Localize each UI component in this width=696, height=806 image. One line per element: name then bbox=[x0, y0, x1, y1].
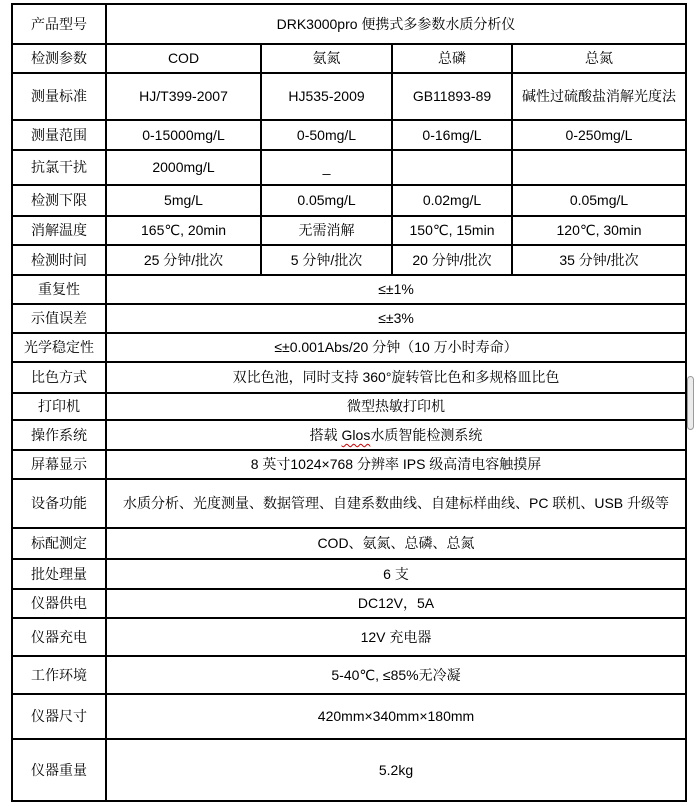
row-label-indication-error: 示值误差 bbox=[12, 304, 106, 333]
misspelled-word-glos: Glos bbox=[341, 426, 371, 443]
value-standard-measurements: COD、氨氮、总磷、总氮 bbox=[106, 528, 686, 559]
value-range-cod: 0-15000mg/L bbox=[106, 120, 261, 150]
value-standard-phosphorus: GB11893-89 bbox=[392, 73, 512, 120]
value-time-cod: 25 分钟/批次 bbox=[106, 245, 261, 275]
row-label-screen-display: 屏幕显示 bbox=[12, 450, 106, 479]
table-row bbox=[12, 4, 686, 44]
value-indication-error: ≤±3% bbox=[106, 304, 686, 333]
table-row bbox=[12, 420, 686, 450]
row-label-colorimetric-method: 比色方式 bbox=[12, 362, 106, 393]
row-label-repeatability: 重复性 bbox=[12, 275, 106, 304]
row-label-dimensions: 仪器尺寸 bbox=[12, 694, 106, 739]
table-row bbox=[12, 245, 686, 275]
value-printer: 微型热敏打印机 bbox=[106, 393, 686, 420]
value-weight: 5.2kg bbox=[106, 739, 686, 801]
table-row bbox=[12, 656, 686, 694]
value-charging: 12V 充电器 bbox=[106, 618, 686, 656]
value-digestion-ammonia: 无需消解 bbox=[261, 216, 392, 245]
table-row bbox=[12, 333, 686, 362]
table-row bbox=[12, 589, 686, 618]
value-parameter-total-nitrogen: 总氮 bbox=[512, 44, 686, 73]
value-range-phosphorus: 0-16mg/L bbox=[392, 120, 512, 150]
value-dimensions: 420mm×340mm×180mm bbox=[106, 694, 686, 739]
value-limit-nitrogen: 0.05mg/L bbox=[512, 185, 686, 216]
value-digestion-phosphorus: 150℃, 15min bbox=[392, 216, 512, 245]
table-row bbox=[12, 185, 686, 216]
value-power-supply: DC12V，5A bbox=[106, 589, 686, 618]
value-standard-ammonia: HJ535-2009 bbox=[261, 73, 392, 120]
value-limit-phosphorus: 0.02mg/L bbox=[392, 185, 512, 216]
table-row bbox=[12, 528, 686, 559]
row-label-operating-system: 操作系统 bbox=[12, 420, 106, 450]
value-limit-cod: 5mg/L bbox=[106, 185, 261, 216]
table-row bbox=[12, 150, 686, 185]
value-parameter-cod: COD bbox=[106, 44, 261, 73]
table-row bbox=[12, 362, 686, 393]
value-product-model: DRK3000pro 便携式多参数水质分析仪 bbox=[106, 4, 686, 44]
row-label-detection-lower-limit: 检测下限 bbox=[12, 185, 106, 216]
row-label-optical-stability: 光学稳定性 bbox=[12, 333, 106, 362]
value-standard-cod: HJ/T399-2007 bbox=[106, 73, 261, 120]
value-batch-capacity: 6 支 bbox=[106, 559, 686, 589]
value-chlorine-phosphorus bbox=[392, 150, 512, 185]
row-label-product-model: 产品型号 bbox=[12, 4, 106, 44]
value-colorimetric-method: 双比色池，同时支持 360°旋转管比色和多规格皿比色 bbox=[106, 362, 686, 393]
value-range-ammonia: 0-50mg/L bbox=[261, 120, 392, 150]
table-row bbox=[12, 73, 686, 120]
table-row bbox=[12, 739, 686, 801]
value-time-phosphorus: 20 分钟/批次 bbox=[392, 245, 512, 275]
row-label-standard-measurements: 标配测定 bbox=[12, 528, 106, 559]
value-repeatability: ≤±1% bbox=[106, 275, 686, 304]
table-row bbox=[12, 275, 686, 304]
table-row bbox=[12, 120, 686, 150]
row-label-batch-capacity: 批处理量 bbox=[12, 559, 106, 589]
scrollbar-thumb[interactable] bbox=[687, 376, 694, 430]
value-range-nitrogen: 0-250mg/L bbox=[512, 120, 686, 150]
value-optical-stability: ≤±0.001Abs/20 分钟（10 万小时寿命） bbox=[106, 333, 686, 362]
table-row bbox=[12, 450, 686, 479]
value-working-environment: 5-40℃, ≤85%无冷凝 bbox=[106, 656, 686, 694]
table-row bbox=[12, 393, 686, 420]
product-spec-table bbox=[11, 3, 687, 802]
value-device-functions: 水质分析、光度测量、数据管理、自建系数曲线、自建标样曲线、PC 联机、USB 升级等 bbox=[106, 479, 686, 528]
value-screen-display: 8 英寸1024×768 分辨率 IPS 级高清电容触摸屏 bbox=[106, 450, 686, 479]
row-label-chlorine-resistance: 抗氯干扰 bbox=[12, 150, 106, 185]
value-operating-system bbox=[106, 420, 686, 450]
row-label-detection-time: 检测时间 bbox=[12, 245, 106, 275]
value-time-ammonia: 5 分钟/批次 bbox=[261, 245, 392, 275]
table-row bbox=[12, 618, 686, 656]
row-label-test-parameters: 检测参数 bbox=[12, 44, 106, 73]
table-row bbox=[12, 694, 686, 739]
value-time-nitrogen: 35 分钟/批次 bbox=[512, 245, 686, 275]
value-limit-ammonia: 0.05mg/L bbox=[261, 185, 392, 216]
row-label-weight: 仪器重量 bbox=[12, 739, 106, 801]
row-label-power-supply: 仪器供电 bbox=[12, 589, 106, 618]
value-parameter-total-phosphorus: 总磷 bbox=[392, 44, 512, 73]
row-label-digestion-temperature: 消解温度 bbox=[12, 216, 106, 245]
value-digestion-cod: 165℃, 20min bbox=[106, 216, 261, 245]
value-chlorine-cod: 2000mg/L bbox=[106, 150, 261, 185]
value-digestion-nitrogen: 120℃, 30min bbox=[512, 216, 686, 245]
os-text-suffix: 水质智能检测系统 bbox=[370, 426, 483, 443]
row-label-working-environment: 工作环境 bbox=[12, 656, 106, 694]
row-label-device-functions: 设备功能 bbox=[12, 479, 106, 528]
table-row bbox=[12, 304, 686, 333]
value-chlorine-ammonia: _ bbox=[261, 150, 392, 185]
value-standard-nitrogen: 碱性过硫酸盐消解光度法 bbox=[512, 73, 686, 120]
row-label-printer: 打印机 bbox=[12, 393, 106, 420]
table-row bbox=[12, 44, 686, 73]
os-text-prefix: 搭载 bbox=[309, 426, 342, 443]
table-row bbox=[12, 216, 686, 245]
row-label-measurement-range: 测量范围 bbox=[12, 120, 106, 150]
table-row bbox=[12, 479, 686, 528]
row-label-charging: 仪器充电 bbox=[12, 618, 106, 656]
row-label-measurement-standard: 测量标准 bbox=[12, 73, 106, 120]
value-parameter-ammonia-nitrogen: 氨氮 bbox=[261, 44, 392, 73]
value-chlorine-nitrogen bbox=[512, 150, 686, 185]
table-row bbox=[12, 559, 686, 589]
